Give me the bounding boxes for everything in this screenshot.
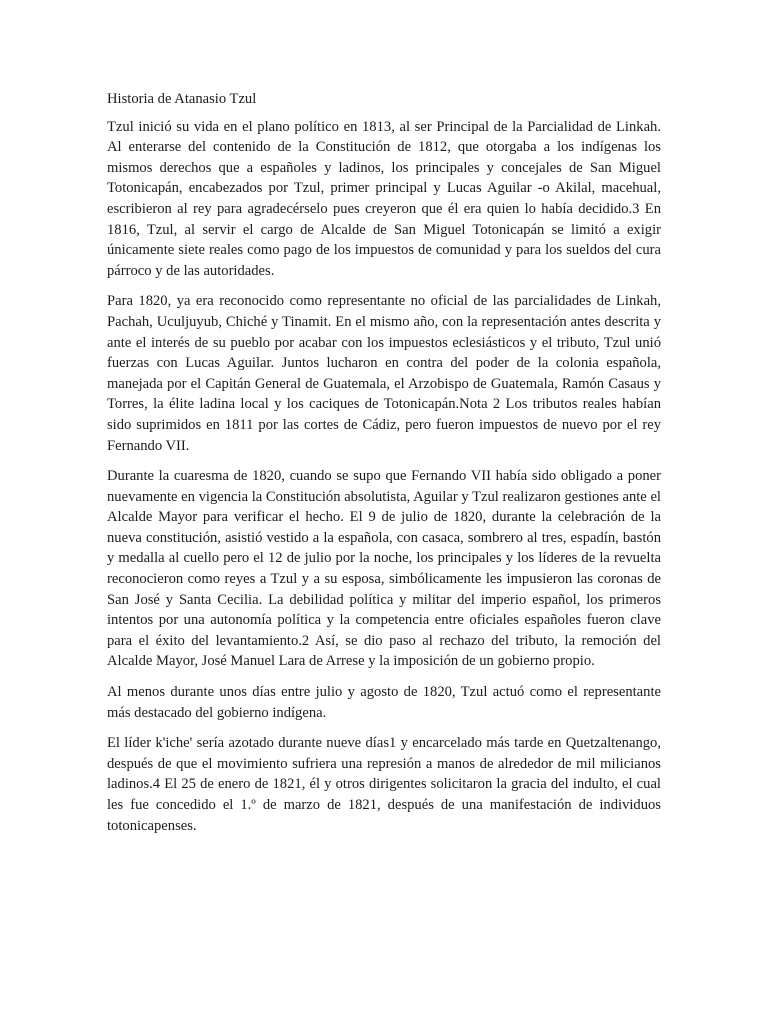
paragraph-1: Tzul inició su vida en el plano político en 1813, al ser Principal de la Parcialidad de Linkah. Al enterarse del contenido de la Constitución de 1812, que otorgaba a los indígenas los mismos derechos que a españoles y ladinos, los principales y concejales de San Miguel Totonicapán, encabezados por Tzul, primer principal y Lucas Aguilar -o Akilal, macehual, escribieron al rey para agradecérselo pues creyeron que él era quien lo había decidido.3 En 1816, Tzul, al servir el cargo de Alcalde de San Miguel Totonicapán se limitó a exigir únicamente siete reales como pago de los impuestos de comunidad y para los sueldos del cura párroco y de las autoridades.	[107, 118, 661, 279]
paragraph-5: El líder k'iche' sería azotado durante nueve días1 y encarcelado más tarde en Quetzaltenango, después de que el movimiento sufriera una represión a manos de alrededor de mil milicianos ladinos.4 El 25 de enero de 1821, él y otros dirigentes solicitaron la gracia del indulto, el cual les fue concedido el 1.º de marzo de 1821, después de una manifestación de individuos totonicapenses.	[107, 735, 661, 834]
paragraph-3: Durante la cuaresma de 1820, cuando se supo que Fernando VII había sido obligado a poner nuevamente en vigencia la Constitución absolutista, Aguilar y Tzul realizaron gestiones ante el Alcalde Mayor para verificar el hecho. El 9 de julio de 1820, durante la celebración de la nueva constitución, asistió vestido a la española, con casaca, sombrero al tres, espadín, bastón y medalla al cuello pero el 12 de julio por la noche, los principales y los líderes de la revuelta reconocieron como reyes a Tzul y a su esposa, simbólicamente les impusieron las coronas de San José y Santa Cecilia. La debilidad política y militar del imperio español, los primeros intentos por una autonomía política y la competencia entre oficiales españoles fueron clave para el éxito del levantamiento.2 Así, se dio paso al rechazo del tributo, la remoción del Alcalde Mayor, José Manuel Lara de Arrese y la imposición de un gobierno propio.	[107, 468, 661, 670]
paragraph-2: Para 1820, ya era reconocido como representante no oficial de las parcialidades de Linkah, Pachah, Uculjuyub, Chiché y Tinamit. En el mismo año, con la representación antes descrita y ante el interés de su pueblo por acabar con los impuestos eclesiásticos y el tributo, Tzul unió fuerzas con Lucas Aguilar. Juntos lucharon en contra del poder de la colonia española, manejada por el Capitán General de Guatemala, el Arzobispo de Guatemala, Ramón Casaus y Torres, la élite ladina local y los caciques de Totonicapán.Nota 2 Los tributos reales habían sido suprimidos en 1811 por las cortes de Cádiz, pero fueron impuestos de nuevo por el rey Fernando VII.	[107, 293, 661, 454]
document-page	[107, 89, 661, 846]
document-title: Historia de Atanasio Tzul	[107, 91, 257, 107]
paragraph-4: Al menos durante unos días entre julio y agosto de 1820, Tzul actuó como el representante más destacado del gobierno indígena.	[107, 684, 661, 721]
